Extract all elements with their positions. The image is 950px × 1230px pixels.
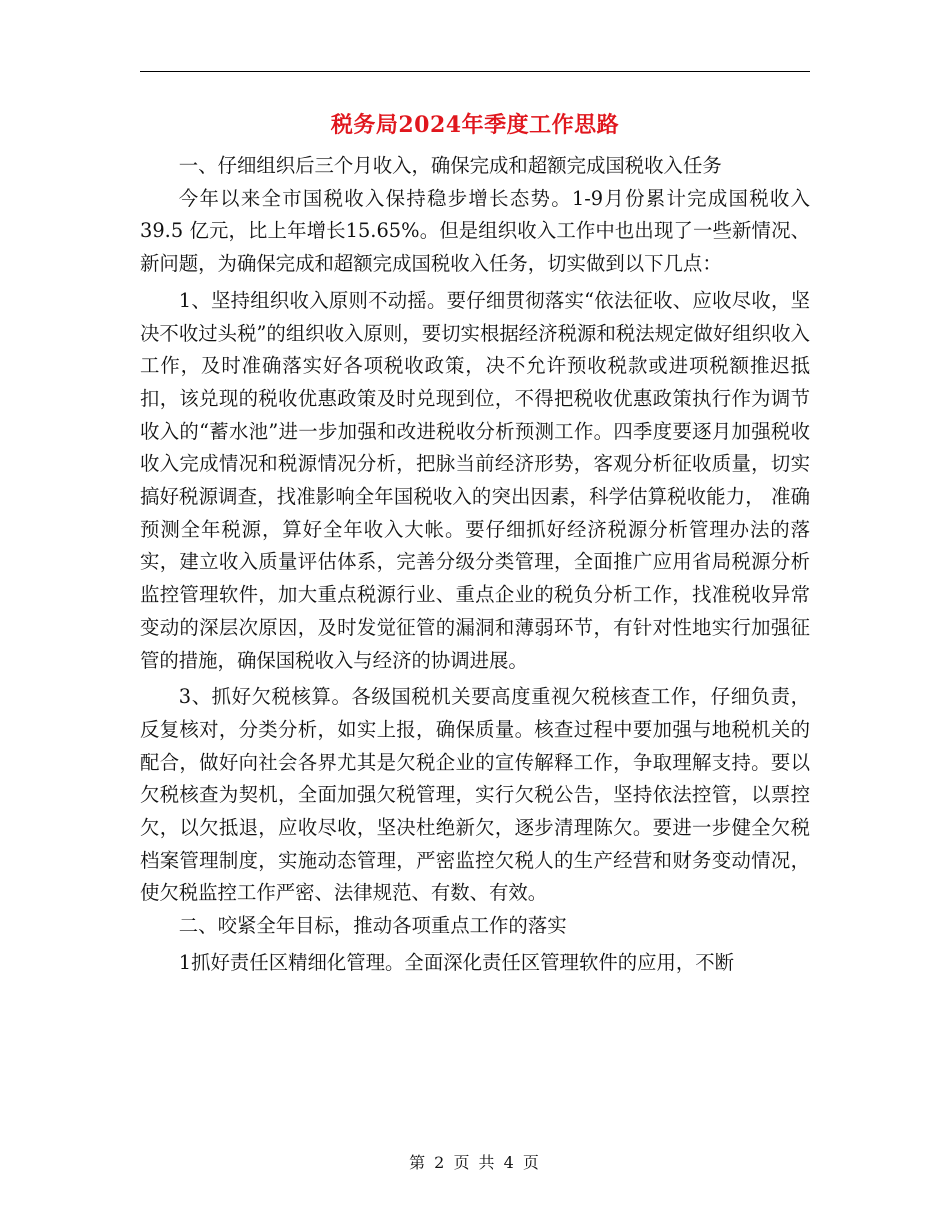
body-paragraph-intro: 今年以来全市国税收入保持稳步增长态势。1-9月份累计完成国税收入39.5 亿元，比上年增长15.65%。但是组织收入工作中也出现了一些新情况、新问题，为确保完成和超额完成国税收入任务，切实做到以下几点： — [140, 186, 810, 276]
header-rule — [140, 71, 810, 72]
section-heading-2: 二、咬紧全年目标，推动各项重点工作的落实 — [178, 914, 567, 938]
body-paragraph-section-2-item-1: 1抓好责任区精细化管理。全面深化责任区管理软件的应用，不断 — [178, 950, 735, 974]
page-number-footer: 第 2 页 共 4 页 — [409, 1153, 541, 1172]
document-title: 税务局2024年季度工作思路 — [330, 112, 620, 138]
body-paragraph-item-1: 1、坚持组织收入原则不动摇。要仔细贯彻落实“依法征收、应收尽收，坚决不收过头税”的组织收入原则，要切实根据经济税源和税法规定做好组织收入工作，及时准确落实好各项税收政策，决不允许预收税款或进项税额推迟抵扣，该兑现的税收优惠政策及时兑现到位，不得把税收优惠政策执行作为调节收入的“蓄水池”进一步加强和改进税收分析预测工作。四季度要逐月加强税收收入完成情况和税源情况分析，把脉当前经济形势，客观分析征收质量，切实搞好税源调查，找准影响全年国税收入的突出因素，科学估算税收能力， 准确预测全年税源，算好全年收入大帐。要仔细抓好经济税源分析管理办法的落实，建立收入质量评估体系，完善分级分类管理，全面推广应用省局税源分析监控管理软件，加大重点税源行业、重点企业的税负分析工作，找准税收异常变动的深层次原因，及时发觉征管的漏洞和薄弱环节，有针对性地实行加强征管的措施，确保国税收入与经济的协调进展。 — [140, 288, 810, 672]
section-heading-1: 一、仔细组织后三个月收入，确保完成和超额完成国税收入任务 — [178, 154, 722, 177]
body-paragraph-item-3: 3、抓好欠税核算。各级国税机关要高度重视欠税核查工作，仔细负责，反复核对，分类分析，如实上报，确保质量。核查过程中要加强与地税机关的配合，做好向社会各界尤其是欠税企业的宣传解释工作，争取理解支持。要以欠税核查为契机，全面加强欠税管理，实行欠税公告，坚持依法控管，以票控欠，以欠抵退，应收尽收，坚决杜绝新欠，逐步清理陈欠。要进一步健全欠税档案管理制度，实施动态管理，严密监控欠税人的生产经营和财务变动情况，使欠税监控工作严密、法律规范、有数、有效。 — [140, 685, 810, 905]
document-body — [140, 150, 810, 980]
